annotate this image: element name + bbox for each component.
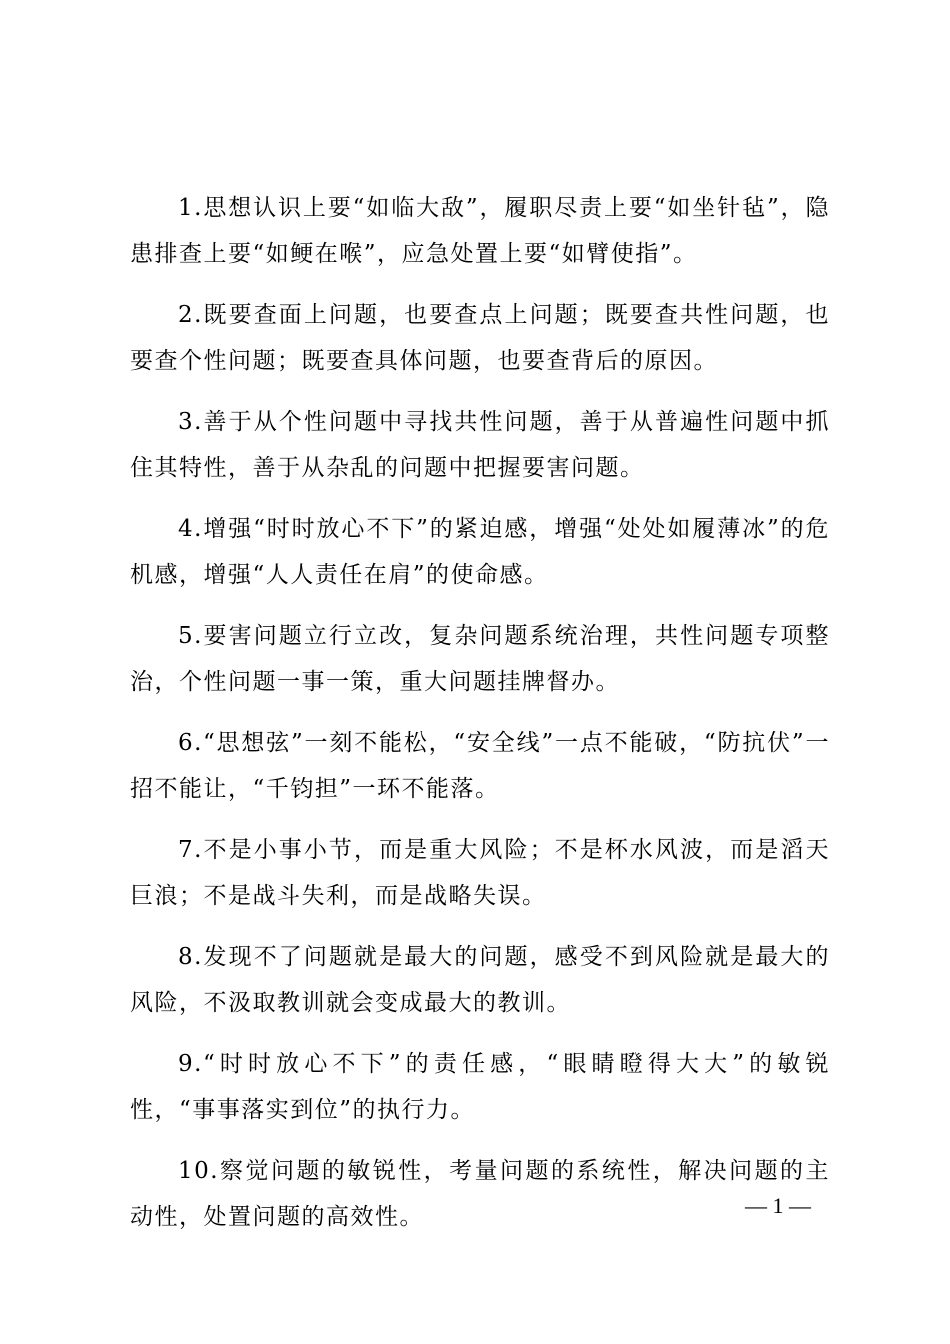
paragraph-5: 5.要害问题立行立改，复杂问题系统治理，共性问题专项整治，个性问题一事一策，重大问题挂牌督办。 — [130, 623, 830, 695]
paragraph-1: 1.思想认识上要“如临大敌”，履职尽责上要“如坐针毡”，隐患排查上要“如鲠在喉”，应急处置上要“如臂使指”。 — [130, 195, 830, 267]
paragraph-6: 6.“思想弦”一刻不能松，“安全线”一点不能破，“防抗伏”一招不能让，“千钧担”一环不能落。 — [130, 730, 830, 802]
paragraph-4: 4.增强“时时放心不下”的紧迫感，增强“处处如履薄冰”的危机感，增强“人人责任在肩”的使命感。 — [130, 516, 830, 588]
paragraph-10: 10.察觉问题的敏锐性，考量问题的系统性，解决问题的主动性，处置问题的高效性。 — [130, 1158, 830, 1230]
paragraph-9: 9.“时时放心不下”的责任感，“眼睛瞪得大大”的敏锐性，“事事落实到位”的执行力。 — [130, 1051, 830, 1123]
document-body — [130, 185, 830, 1255]
page-number: — 1 — — [745, 1193, 811, 1218]
paragraph-3: 3.善于从个性问题中寻找共性问题，善于从普遍性问题中抓住其特性，善于从杂乱的问题中把握要害问题。 — [130, 409, 830, 481]
paragraph-8: 8.发现不了问题就是最大的问题，感受不到风险就是最大的风险，不汲取教训就会变成最大的教训。 — [130, 944, 830, 1016]
paragraph-7: 7.不是小事小节，而是重大风险；不是杯水风波，而是滔天巨浪；不是战斗失利，而是战略失误。 — [130, 837, 830, 909]
paragraph-2: 2.既要查面上问题，也要查点上问题；既要查共性问题，也要查个性问题；既要查具体问题，也要查背后的原因。 — [130, 302, 830, 374]
